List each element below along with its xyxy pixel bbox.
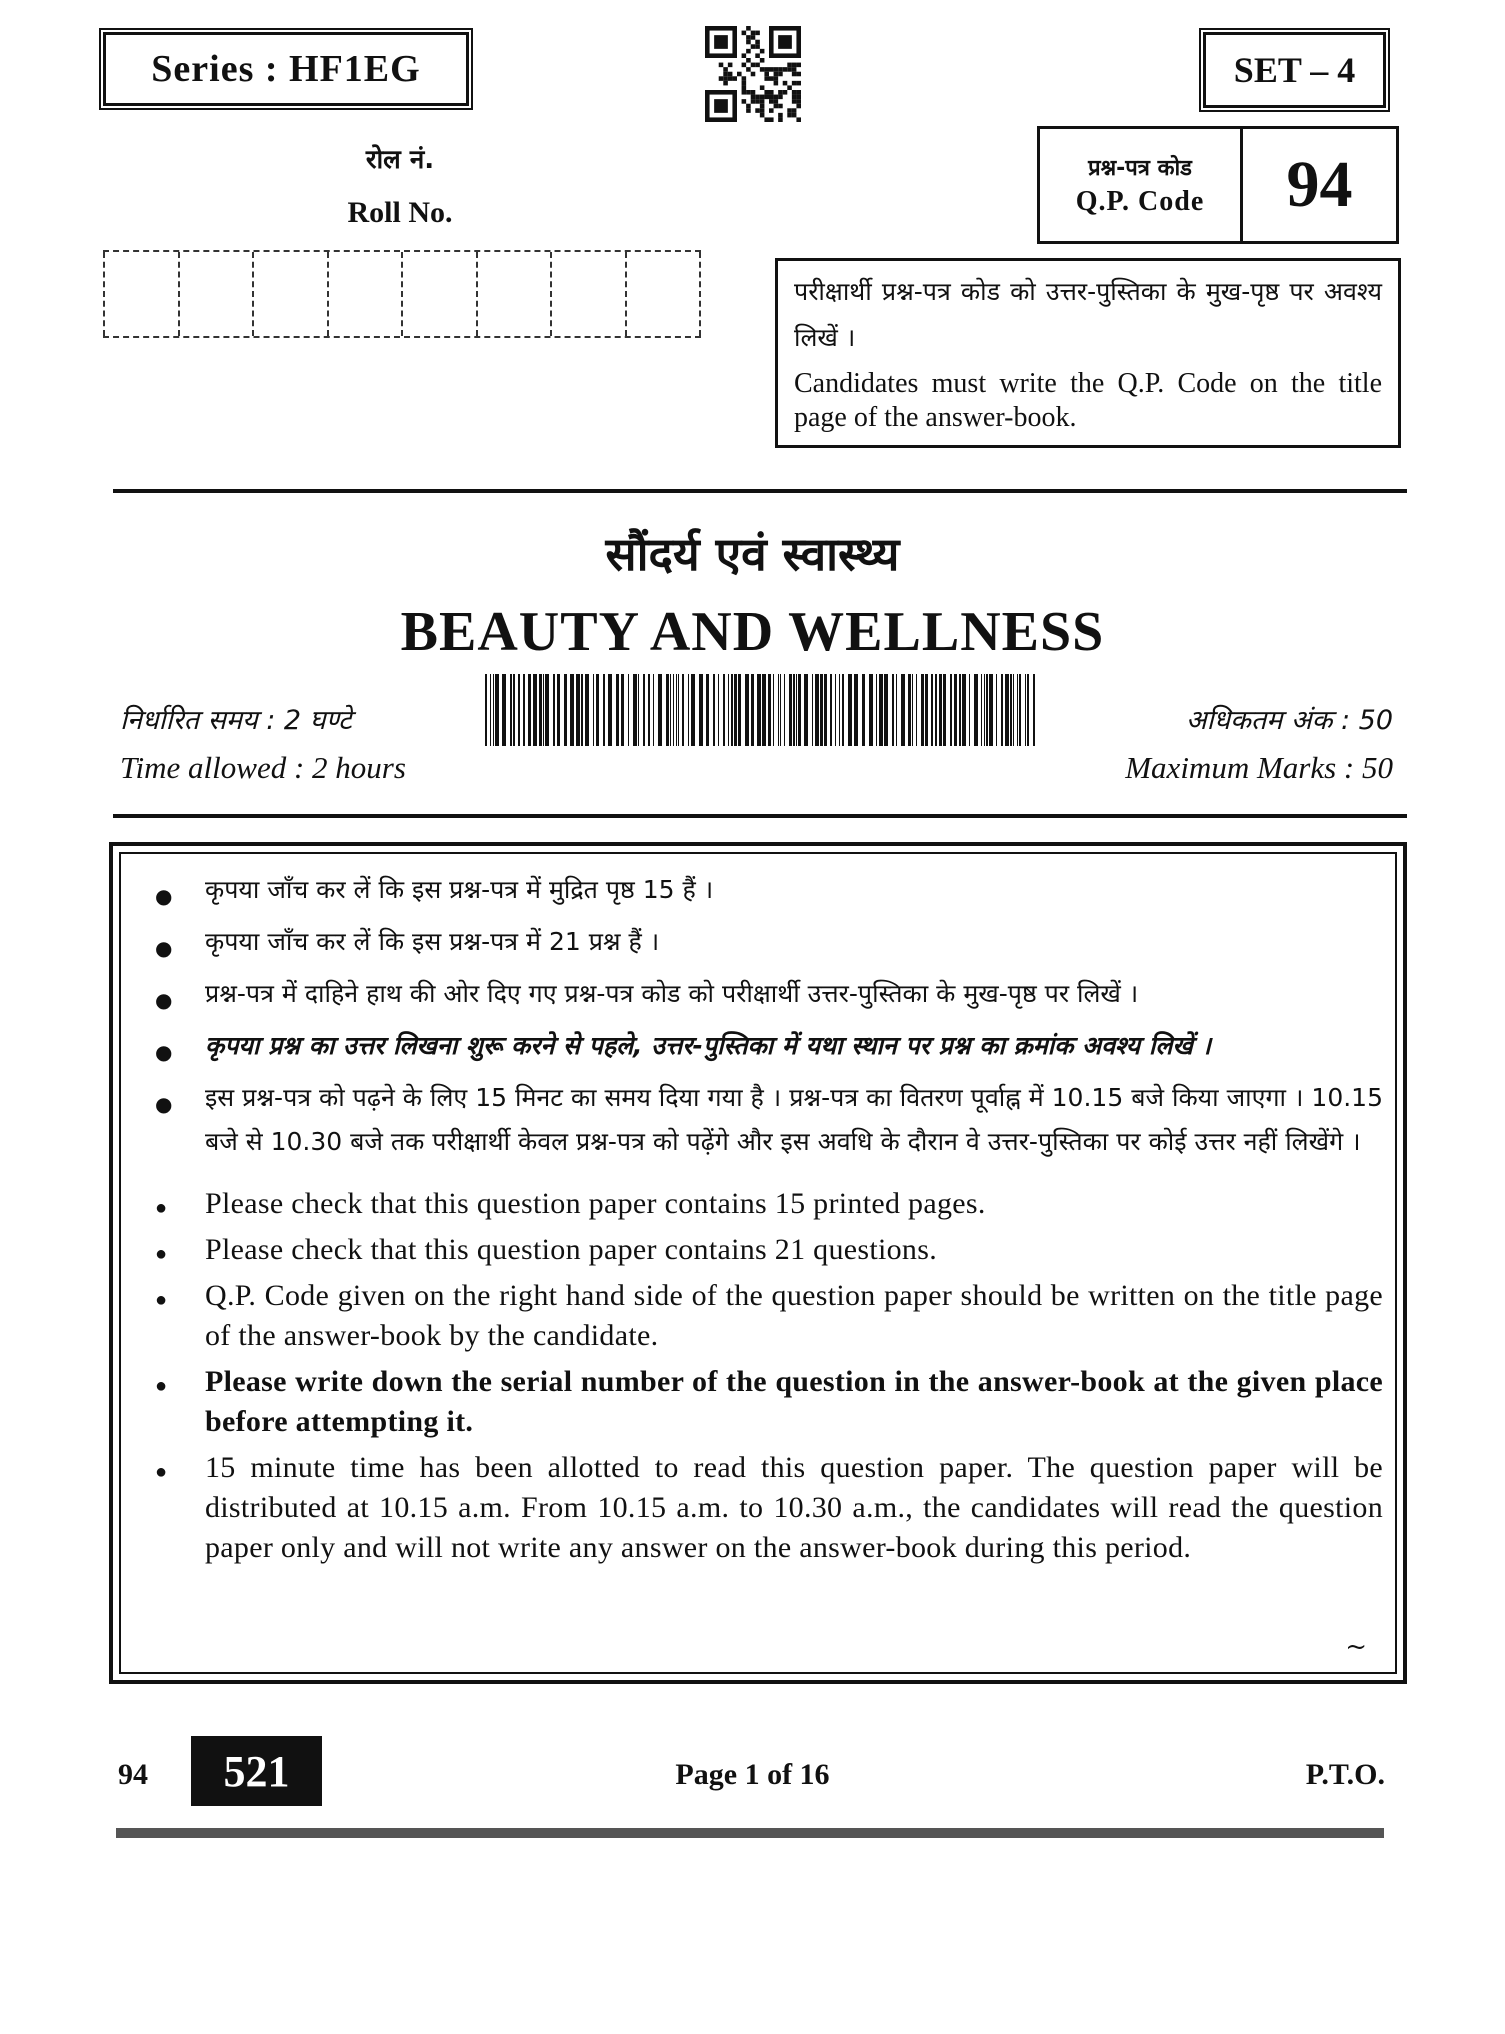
roll-number-grid[interactable]: [103, 250, 701, 338]
instruction-hindi-item: ● कृपया जाँच कर लें कि इस प्रश्न-पत्र में 21 प्रश्न हैं ।: [149, 920, 1383, 964]
roll-number-cell[interactable]: [625, 252, 702, 336]
footer-rule: [116, 1828, 1384, 1838]
max-marks: Maximum Marks : 50: [1125, 750, 1393, 785]
candidate-note-english: Candidates must write the Q.P. Code on the title page of the answer-book.: [794, 368, 1382, 433]
instruction-item: ● Please write down the serial number of the question in the answer-book at the given place before attempting it.: [149, 1362, 1383, 1442]
instructions-inner: [119, 852, 1397, 1674]
instruction-hindi-item: ● प्रश्न-पत्र में दाहिने हाथ की ओर दिए गए प्रश्न-पत्र कोड को परीक्षार्थी उत्तर-पुस्तिका के मुख-पृष्ठ पर लिखें ।: [149, 972, 1383, 1016]
barcode: [485, 674, 1035, 746]
qp-code-label: Q.P. Code: [1075, 186, 1205, 217]
instruction-item: ● Please check that this question paper contains 15 printed pages.: [149, 1184, 1383, 1224]
roll-number-cell[interactable]: [401, 252, 476, 336]
roll-number-cell[interactable]: [252, 252, 327, 336]
qp-code-value: 94: [1286, 148, 1353, 221]
roll-number-cell[interactable]: [476, 252, 551, 336]
candidate-note-box: [775, 258, 1401, 448]
candidate-note-hindi: परीक्षार्थी प्रश्न-पत्र कोड को उत्तर-पुस्तिका के मुख-पृष्ठ पर अवश्य लिखें ।: [794, 277, 1382, 352]
series-label: Series : HF1EG: [151, 48, 421, 90]
set-label: SET – 4: [1233, 50, 1356, 90]
qp-code-labels: [1040, 129, 1243, 241]
set-box: [1203, 32, 1386, 108]
roll-label: Roll No.: [347, 196, 453, 229]
divider-bottom: [113, 814, 1407, 818]
title-english: BEAUTY AND WELLNESS: [400, 601, 1105, 663]
series-box: [103, 32, 469, 106]
instructions-hindi-list: [149, 868, 1383, 1164]
instructions-box: [109, 842, 1407, 1684]
trailing-mark: ~: [1345, 1632, 1367, 1662]
instruction-hindi-item: ● इस प्रश्न-पत्र को पढ़ने के लिए 15 मिनट का समय दिया गया है । प्रश्न-पत्र का वितरण पूर्वाह्न में 10.15 बजे किया जाएगा । 10.15 बजे से 10.30 बजे तक परीक्षार्थी केवल प्रश्न-पत्र को पढ़ेंगे और इस अवधि के दौरान वे उत्तर-पुस्तिका पर कोई उत्तर नहीं लिखेंगे ।: [149, 1076, 1383, 1164]
footer-number-badge: 521: [191, 1736, 322, 1806]
footer-code: 94: [118, 1758, 148, 1791]
page-number: Page 1 of 16: [675, 1758, 830, 1791]
pto-label: P.T.O.: [1305, 1758, 1385, 1791]
instruction-hindi-item: ● कृपया जाँच कर लें कि इस प्रश्न-पत्र में मुद्रित पृष्ठ 15 हैं ।: [149, 868, 1383, 912]
roll-number-cell[interactable]: [550, 252, 625, 336]
instruction-hindi-item: ● कृपया प्रश्न का उत्तर लिखना शुरू करने से पहले, उत्तर-पुस्तिका में यथा स्थान पर प्रश्न का क्रमांक अवश्य लिखें ।: [149, 1024, 1383, 1068]
roll-label-hindi: रोल नं.: [365, 145, 435, 175]
title-hindi: सौंदर्य एवं स्वास्थ्य: [605, 527, 900, 581]
instructions-english-list: [149, 1184, 1383, 1568]
roll-number-cell[interactable]: [178, 252, 253, 336]
divider-top: [113, 489, 1407, 493]
qr-code: [705, 26, 801, 122]
max-marks-hindi: अधिकतम अंक : 50: [1185, 705, 1393, 736]
qp-code-label-hindi: प्रश्न-पत्र कोड: [1088, 156, 1192, 181]
time-allowed: Time allowed : 2 hours: [120, 750, 406, 785]
roll-number-cell[interactable]: [327, 252, 402, 336]
instruction-item: ● 15 minute time has been allotted to read this question paper. The question paper will be distributed at 10.15 a.m. From 10.15 a.m. to 10.30 a.m., the candidates will read the question paper only and will not write any answer on the answer-book during this period.: [149, 1448, 1383, 1568]
instruction-item: ● Q.P. Code given on the right hand side of the question paper should be written on the title page of the answer-book by the candidate.: [149, 1276, 1383, 1356]
instruction-item: ● Please check that this question paper contains 21 questions.: [149, 1230, 1383, 1270]
roll-number-cell[interactable]: [103, 252, 178, 336]
time-allowed-hindi: निर्धारित समय : 2 घण्टे: [120, 705, 352, 736]
qp-code-box: [1037, 126, 1399, 244]
